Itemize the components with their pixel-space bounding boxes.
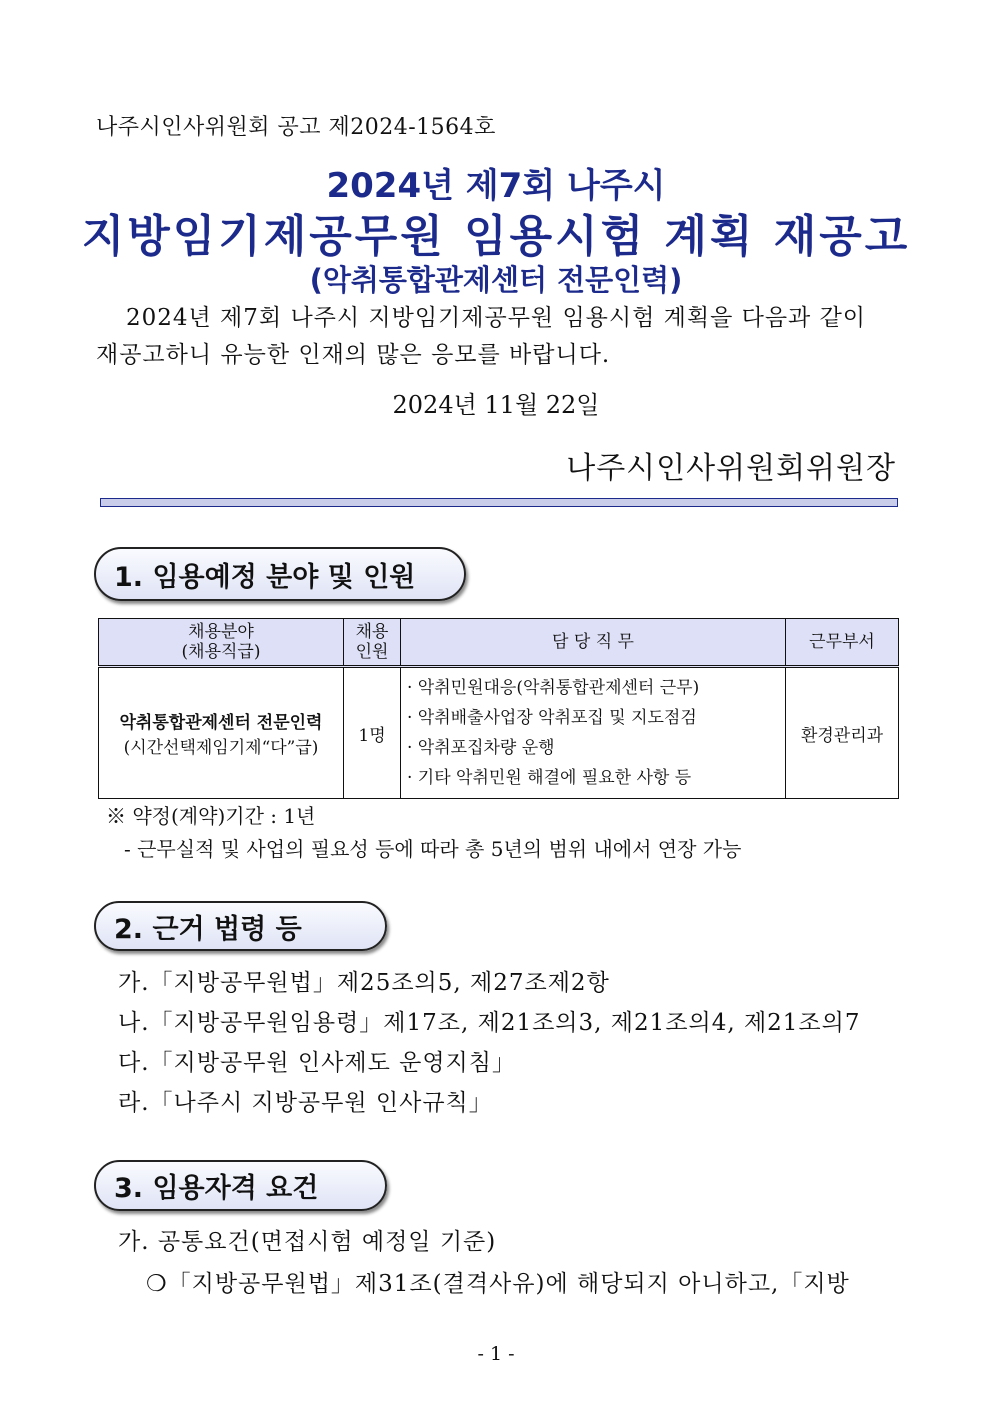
announcement-date: 2024년 11월 22일: [392, 391, 600, 419]
law-item: 나.「지방공무원임용령」제17조, 제21조의3, 제21조의4, 제21조의7: [118, 1010, 861, 1036]
cell-field: [99, 667, 344, 799]
divider-rule: [100, 498, 898, 507]
duty-item: · 악취민원대응(악취통합관제센터 근무): [407, 678, 700, 698]
notice-number: 나주시인사위원회 공고 제2024-1564호: [96, 115, 496, 140]
signer: 나주시인사위원회위원장: [566, 451, 896, 486]
section3-bullet: ❍「지방공무원법」제31조(결격사유)에 해당되지 아니하고,「지방: [146, 1271, 850, 1297]
field-sub: (시간선택제임기제“다”급): [123, 738, 319, 758]
col-header-dept: 근무부서: [786, 619, 899, 667]
intro-paragraph: 2024년 제7회 나주시 지방임기제공무원 임용시험 계획을 다음과 같이 재공고하니 유능한 인재의 많은 응모를 바랍니다.: [96, 305, 867, 368]
law-item: 다.「지방공무원 인사제도 운영지침」: [118, 1050, 516, 1076]
section2-heading: 2. 근거 법령 등: [94, 901, 387, 951]
duty-item: · 기타 악취민원 해결에 필요한 사항 등: [407, 768, 692, 788]
contract-period-note: ※ 약정(계약)기간 : 1년: [106, 804, 316, 828]
col-header-count: 채용 인원: [344, 619, 401, 667]
col-header-duties: 담 당 직 무: [401, 619, 786, 667]
page-number: - 1 -: [477, 1343, 515, 1365]
col-header-field: 채용분야 (채용직급): [99, 619, 344, 667]
law-item: 가.「지방공무원법」제25조의5, 제27조제2항: [118, 970, 610, 996]
field-main: 악취통합관제센터 전문인력: [119, 713, 323, 733]
cell-dept: 환경관리과: [786, 667, 899, 799]
law-item: 라.「나주시 지방공무원 인사규칙」: [118, 1090, 493, 1116]
cell-count: 1명: [344, 667, 401, 799]
duty-item: · 악취배출사업장 악취포집 및 지도점검: [407, 708, 697, 728]
section1-heading: 1. 임용예정 분야 및 인원: [94, 547, 466, 601]
extension-note: - 근무실적 및 사업의 필요성 등에 따라 총 5년의 범위 내에서 연장 가능: [124, 837, 742, 861]
duty-item: · 악취포집차량 운행: [407, 738, 555, 758]
title-line-2: 지방임기제공무원 임용시험 계획 재공고: [81, 211, 911, 262]
recruitment-table: [98, 618, 899, 799]
title-line-3: (악취통합관제센터 전문인력): [309, 263, 683, 297]
title-line-1: 2024년 제7회 나주시: [326, 166, 666, 206]
cell-duties: [401, 667, 786, 799]
section3-heading: 3. 임용자격 요건: [94, 1160, 387, 1211]
section3-subheading: 가. 공통요건(면접시험 예정일 기준): [118, 1229, 497, 1255]
